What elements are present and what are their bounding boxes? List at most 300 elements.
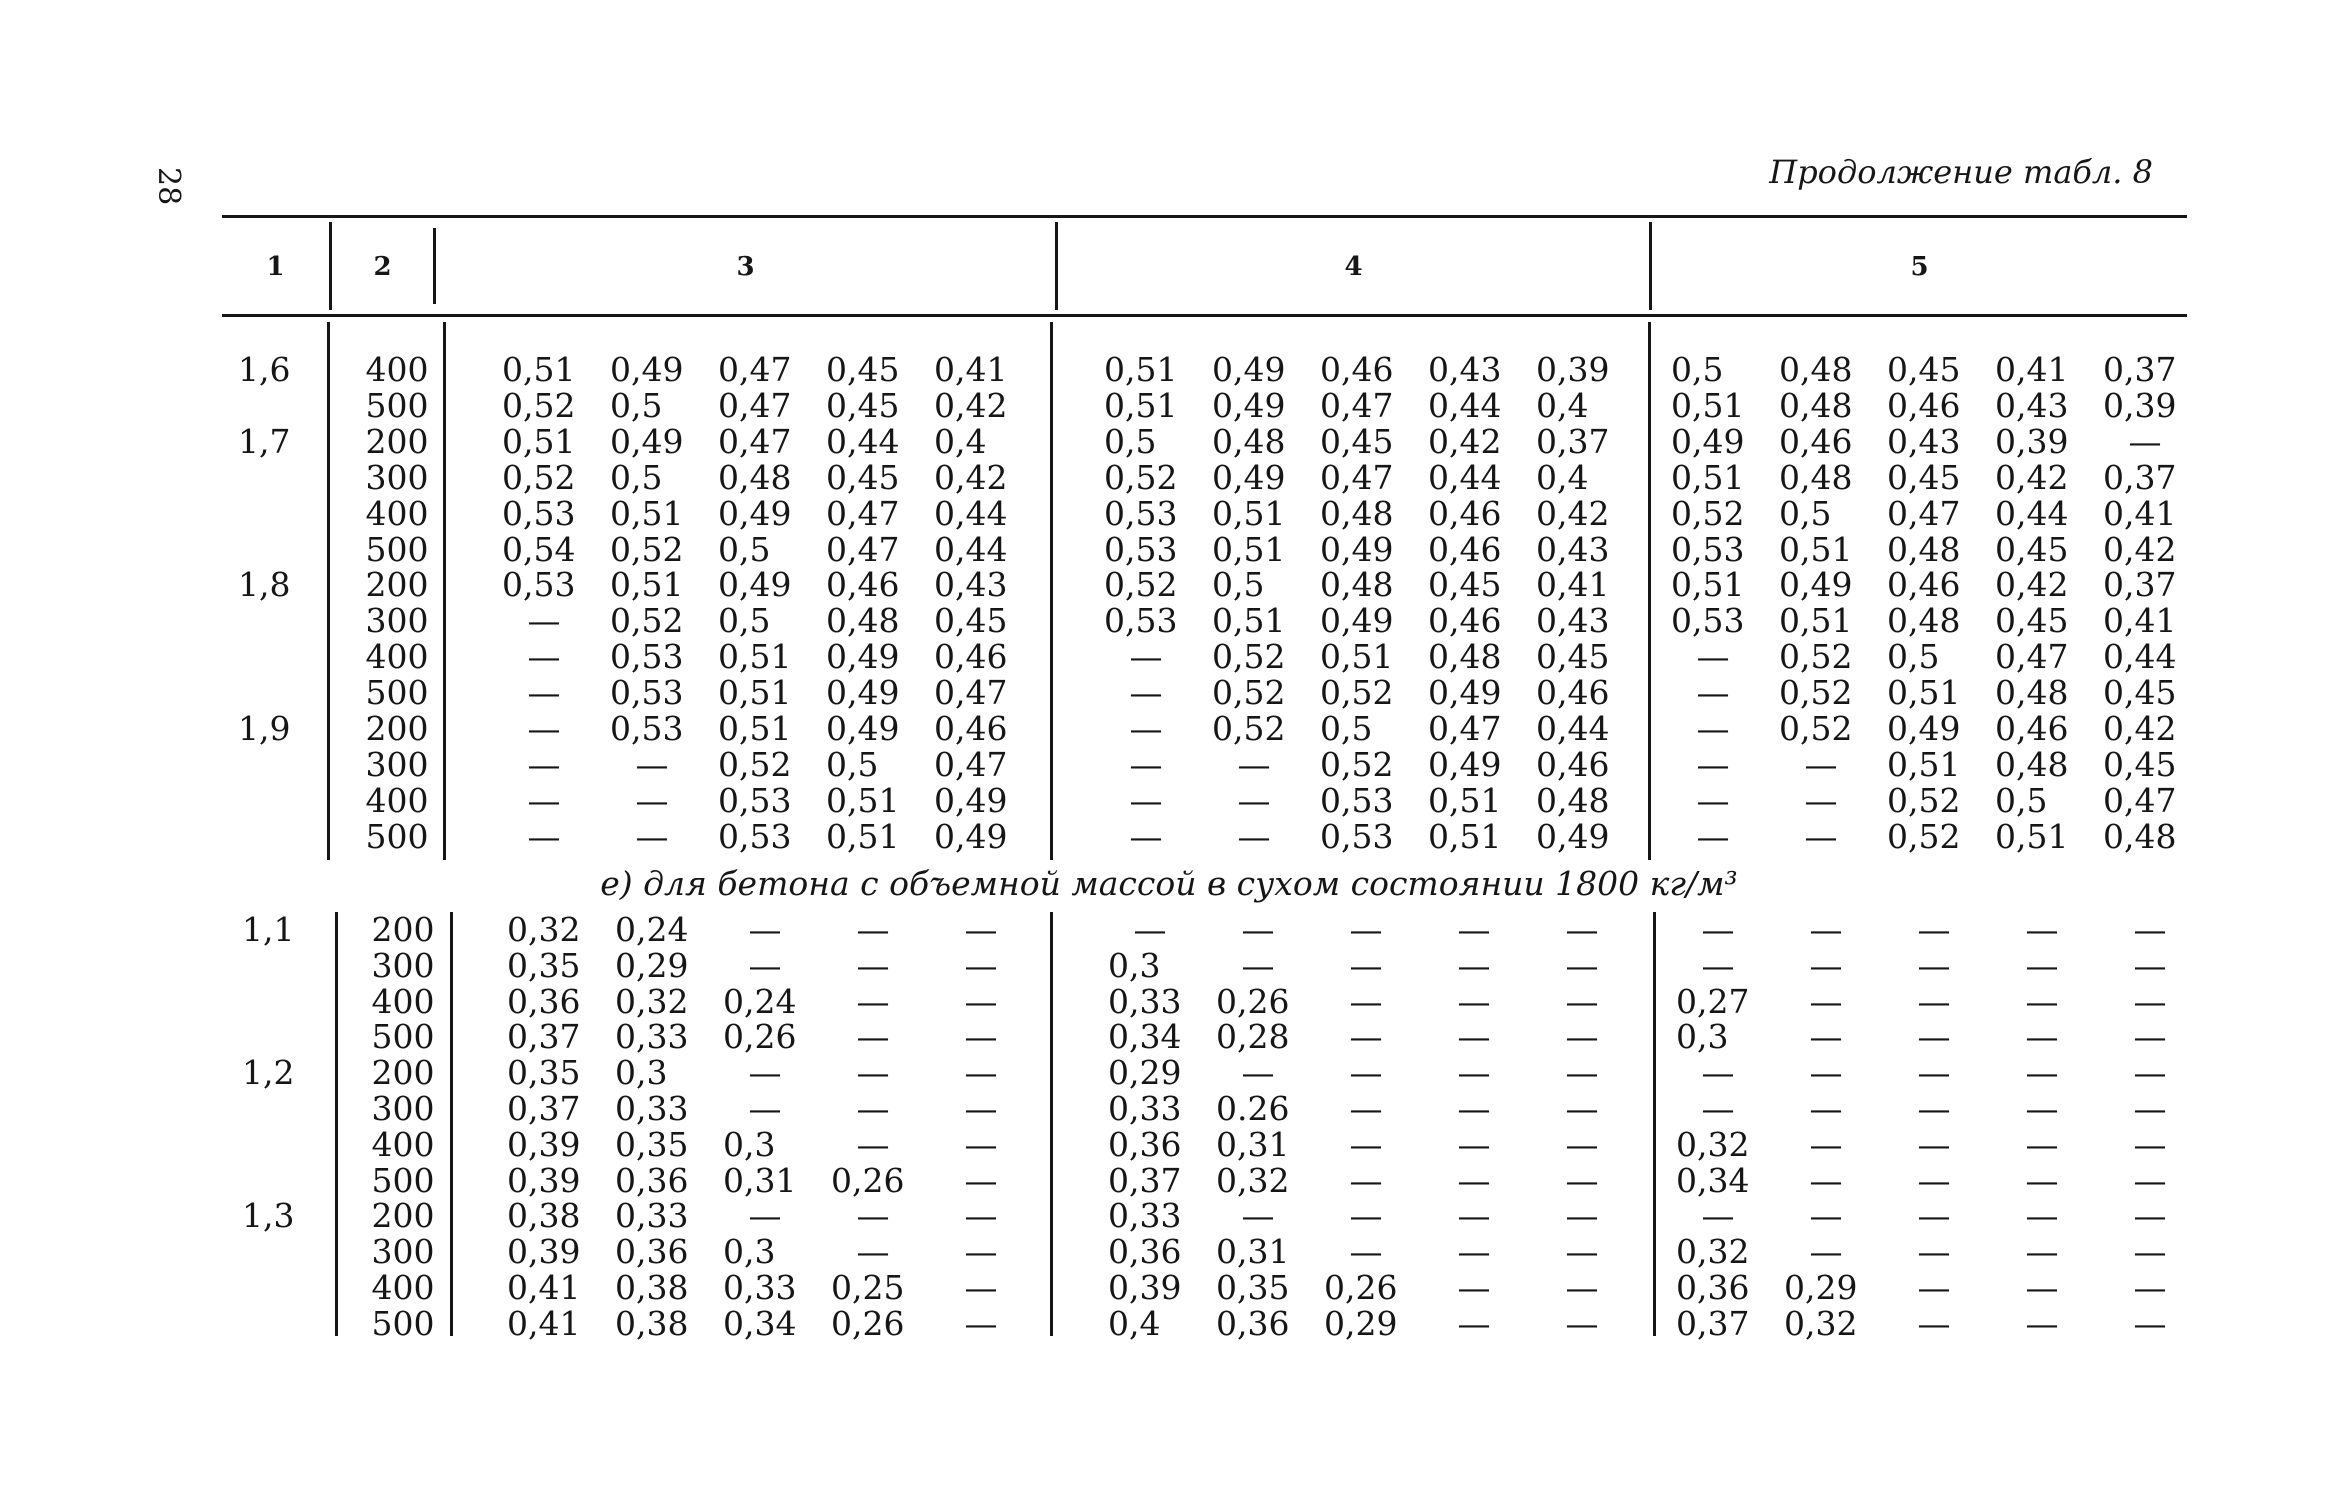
cell-value: 0,39 (507, 1232, 581, 1272)
cell-thickness: 200 (371, 1196, 435, 1236)
cell-value: — (964, 1017, 998, 1057)
cell-value: 0,32 (1676, 1124, 1750, 1164)
cell-value: 0,26 (1324, 1268, 1398, 1307)
cell-value: 0,52 (1779, 709, 1853, 748)
cell-value: — (1565, 1268, 1599, 1307)
cell-value: 0,39 (1536, 350, 1610, 389)
cell-value: — (856, 910, 890, 949)
cell-value: — (856, 1232, 890, 1272)
cell-value: 0,32 (615, 981, 689, 1021)
cell-value: 0,31 (1216, 1124, 1290, 1164)
cell-value: — (1241, 945, 1275, 985)
cell-value: — (1809, 945, 1843, 985)
cell-value: — (1457, 1089, 1491, 1128)
cell-value: — (964, 1124, 998, 1164)
cell-value: — (1809, 1196, 1843, 1236)
table-row (0, 385, 2338, 425)
cell-thickness: 500 (365, 529, 429, 569)
cell-value: 0,43 (1887, 421, 1961, 461)
cell-value: — (2133, 981, 2167, 1021)
cell-value: — (1696, 780, 1730, 820)
cell-value: 0,45 (1320, 421, 1394, 461)
cell-value: 0,49 (1536, 816, 1610, 856)
cell-value: — (856, 1196, 890, 1236)
cell-value: 0,48 (826, 601, 900, 641)
cell-value: — (1129, 637, 1163, 677)
section-subheading: е) для бетона с объемной массой в сухом состоянии 1800 кг/м³ (600, 864, 1738, 903)
cell-k: 1,3 (242, 1196, 295, 1236)
cell-value: — (635, 780, 669, 820)
cell-value: 0,35 (1216, 1268, 1290, 1307)
cell-value: 0,48 (1887, 601, 1961, 641)
cell-value: 0,44 (2103, 637, 2177, 677)
cell-value: 0,51 (502, 350, 576, 389)
cell-value: 0,54 (502, 529, 576, 569)
cell-value: 0,48 (1779, 385, 1853, 425)
cell-value: — (2025, 981, 2059, 1021)
table-row (0, 981, 2338, 1021)
cell-value: 0,39 (1108, 1268, 1182, 1307)
cell-value: 0,52 (1320, 673, 1394, 713)
cell-value: 0,46 (1887, 385, 1961, 425)
cell-value: 0,51 (610, 493, 684, 533)
header-col-5: 5 (1910, 252, 1929, 282)
table-row (0, 1160, 2338, 1200)
cell-value: 0,51 (1104, 350, 1178, 389)
cell-value: 0,49 (610, 350, 684, 389)
cell-value: — (1917, 1232, 1951, 1272)
cell-value: 0,51 (1671, 457, 1745, 497)
cell-value: 0,47 (718, 350, 792, 389)
cell-value: — (1701, 910, 1735, 949)
cell-value: 0,51 (1887, 673, 1961, 713)
cell-value: 0,48 (1887, 529, 1961, 569)
cell-value: 0,45 (826, 350, 900, 389)
cell-value: 0,47 (934, 673, 1008, 713)
cell-value: 0,46 (1320, 350, 1394, 389)
cell-value: 0,53 (610, 673, 684, 713)
cell-value: 0,44 (1536, 709, 1610, 748)
cell-value: 0,46 (1995, 709, 2069, 748)
cell-value: — (2133, 1053, 2167, 1093)
table-row (0, 639, 2338, 675)
cell-value: 0,26 (831, 1160, 905, 1200)
cell-value: — (1241, 910, 1275, 949)
cell-value: 0,51 (1779, 529, 1853, 569)
header-bottom-rule (222, 314, 2187, 317)
cell-value: 0.26 (1216, 1089, 1290, 1128)
cell-value: 0,42 (934, 457, 1008, 497)
cell-value: — (1701, 945, 1735, 985)
cell-value: 0,33 (723, 1268, 797, 1307)
cell-value: 0,42 (2103, 529, 2177, 569)
cell-value: 0,51 (1779, 601, 1853, 641)
cell-value: 0,51 (718, 673, 792, 713)
cell-value: 0,47 (1428, 709, 1502, 748)
cell-value: 0,46 (1536, 673, 1610, 713)
cell-value: 0,51 (1104, 385, 1178, 425)
cell-value: — (1809, 1053, 1843, 1093)
cell-value: 0,46 (1428, 529, 1502, 569)
cell-value: 0,47 (826, 493, 900, 533)
cell-value: 0,35 (615, 1124, 689, 1164)
cell-value: 0,3 (615, 1053, 668, 1093)
cell-value: — (1696, 673, 1730, 713)
cell-value: 0,49 (1320, 601, 1394, 641)
cell-value: — (1457, 1160, 1491, 1200)
table-row (0, 603, 2338, 639)
cell-thickness: 300 (365, 601, 429, 641)
cell-value: — (2025, 1017, 2059, 1057)
cell-value: — (748, 1089, 782, 1128)
cell-thickness: 500 (365, 385, 429, 425)
cell-value: 0,45 (934, 601, 1008, 641)
cell-value: — (1804, 744, 1838, 784)
cell-value: — (1349, 1017, 1383, 1057)
cell-value: — (1349, 1160, 1383, 1200)
cell-value: — (1457, 1053, 1491, 1093)
cell-value: 0,4 (1536, 457, 1589, 497)
table-row (0, 457, 2338, 497)
cell-value: 0,43 (934, 565, 1008, 605)
cell-value: — (1129, 780, 1163, 820)
cell-value: 0,52 (610, 601, 684, 641)
cell-value: 0,53 (502, 493, 576, 533)
cell-value: — (1565, 1196, 1599, 1236)
cell-thickness: 400 (365, 493, 429, 533)
cell-value: 0,37 (1108, 1160, 1182, 1200)
cell-value: — (1129, 816, 1163, 856)
cell-value: 0,36 (615, 1232, 689, 1272)
cell-k: 1,2 (242, 1053, 295, 1093)
cell-value: 0,52 (1212, 709, 1286, 748)
cell-thickness: 400 (365, 350, 429, 389)
cell-value: 0,5 (1671, 350, 1724, 389)
cell-thickness: 500 (371, 1303, 435, 1343)
cell-value: — (2133, 910, 2167, 949)
cell-value: 0,48 (1212, 421, 1286, 461)
cell-value: 0,5 (1887, 637, 1940, 677)
cell-value: — (2025, 1053, 2059, 1093)
cell-value: — (2133, 1160, 2167, 1200)
cell-value: 0,52 (1104, 457, 1178, 497)
cell-value: — (1237, 780, 1271, 820)
cell-value: 0,53 (1671, 529, 1745, 569)
cell-value: 0,47 (934, 744, 1008, 784)
cell-value: — (1129, 709, 1163, 748)
table-row (0, 493, 2338, 533)
cell-value: — (1917, 1017, 1951, 1057)
cell-value: — (964, 1268, 998, 1307)
cell-value: 0,38 (615, 1303, 689, 1343)
table-row (0, 1234, 2338, 1270)
cell-value: 0,24 (615, 910, 689, 949)
cell-value: 0,49 (1212, 385, 1286, 425)
cell-value: 0,33 (1108, 1196, 1182, 1236)
cell-thickness: 500 (365, 673, 429, 713)
cell-value: — (1809, 1232, 1843, 1272)
cell-value: — (1565, 910, 1599, 949)
cell-value: 0,32 (1784, 1303, 1858, 1343)
cell-value: 0,46 (1428, 493, 1502, 533)
cell-value: 0,52 (718, 744, 792, 784)
cell-value: 0,45 (2103, 744, 2177, 784)
cell-thickness: 400 (365, 780, 429, 820)
cell-value: 0,29 (1108, 1053, 1182, 1093)
cell-value: 0,48 (718, 457, 792, 497)
cell-value: — (964, 1053, 998, 1093)
cell-value: 0,31 (1216, 1232, 1290, 1272)
cell-value: — (748, 910, 782, 949)
cell-value: — (748, 1196, 782, 1236)
cell-value: 0,5 (610, 457, 663, 497)
cell-value: 0,34 (1676, 1160, 1750, 1200)
cell-value: 0,31 (723, 1160, 797, 1200)
cell-value: 0,53 (1104, 601, 1178, 641)
cell-value: 0,42 (2103, 709, 2177, 748)
cell-value: 0,45 (1887, 350, 1961, 389)
table-row (0, 711, 2338, 747)
cell-value: 0,43 (1536, 529, 1610, 569)
cell-value: — (2025, 1089, 2059, 1128)
cell-value: — (1565, 1124, 1599, 1164)
cell-value: 0,48 (1995, 744, 2069, 784)
cell-value: 0,51 (1320, 637, 1394, 677)
cell-value: — (2025, 1196, 2059, 1236)
cell-thickness: 200 (365, 709, 429, 748)
cell-value: 0,51 (1428, 816, 1502, 856)
cell-value: 0,33 (615, 1196, 689, 1236)
cell-value: — (2025, 1160, 2059, 1200)
cell-value: — (1129, 673, 1163, 713)
cell-value: — (1696, 816, 1730, 856)
cell-value: 0,47 (718, 385, 792, 425)
cell-value: 0,49 (934, 780, 1008, 820)
cell-value: — (1809, 910, 1843, 949)
cell-value: 0,49 (826, 709, 900, 748)
cell-value: — (1349, 981, 1383, 1021)
cell-value: — (1565, 1089, 1599, 1128)
table-row (0, 421, 2338, 461)
cell-value: — (2133, 1017, 2167, 1057)
cell-value: — (1457, 1303, 1491, 1343)
cell-thickness: 200 (365, 421, 429, 461)
cell-value: — (856, 981, 890, 1021)
cell-thickness: 500 (371, 1017, 435, 1057)
cell-value: — (1804, 816, 1838, 856)
cell-value: 0,37 (507, 1017, 581, 1057)
cell-value: 0,52 (502, 457, 576, 497)
cell-value: 0,52 (1320, 744, 1394, 784)
cell-value: 0,53 (610, 709, 684, 748)
cell-value: — (1457, 1017, 1491, 1057)
table-row (0, 1055, 2338, 1091)
cell-value: — (1696, 637, 1730, 677)
cell-value: 0,49 (1779, 565, 1853, 605)
cell-value: 0,29 (615, 945, 689, 985)
cell-value: 0,29 (1784, 1268, 1858, 1307)
cell-value: — (964, 1232, 998, 1272)
cell-value: — (964, 910, 998, 949)
cell-value: 0,37 (1676, 1303, 1750, 1343)
cell-thickness: 500 (365, 816, 429, 856)
cell-value: 0,52 (1671, 493, 1745, 533)
cell-value: 0,47 (1887, 493, 1961, 533)
cell-value: 0,47 (1320, 457, 1394, 497)
cell-value: — (2133, 1089, 2167, 1128)
cell-value: 0,36 (1676, 1268, 1750, 1307)
cell-value: — (1565, 1160, 1599, 1200)
cell-value: 0,39 (507, 1160, 581, 1200)
cell-value: 0,51 (610, 565, 684, 605)
cell-value: — (856, 1124, 890, 1164)
cell-value: 0,43 (1995, 385, 2069, 425)
cell-value: — (2133, 1232, 2167, 1272)
cell-value: 0,48 (1779, 350, 1853, 389)
cell-value: 0,51 (1995, 816, 2069, 856)
cell-value: 0,36 (1108, 1124, 1182, 1164)
cell-value: 0,48 (1995, 673, 2069, 713)
cell-value: — (2025, 1124, 2059, 1164)
cell-value: — (1457, 945, 1491, 985)
cell-value: — (527, 744, 561, 784)
cell-value: 0,53 (1104, 529, 1178, 569)
cell-value: 0,43 (1428, 350, 1502, 389)
cell-thickness: 200 (365, 565, 429, 605)
table-row (0, 816, 2338, 856)
cell-value: — (1349, 1196, 1383, 1236)
cell-value: 0,46 (826, 565, 900, 605)
cell-value: 0,51 (1887, 744, 1961, 784)
table-row (0, 1198, 2338, 1234)
cell-value: 0,49 (1428, 744, 1502, 784)
cell-value: 0,5 (1320, 709, 1373, 748)
cell-value: 0,41 (507, 1303, 581, 1343)
cell-value: 0,51 (1212, 493, 1286, 533)
cell-value: — (1457, 981, 1491, 1021)
cell-value: — (1917, 945, 1951, 985)
cell-value: 0,49 (934, 816, 1008, 856)
cell-value: 0,45 (1995, 529, 2069, 569)
cell-value: — (2133, 1196, 2167, 1236)
cell-value: 0,49 (718, 565, 792, 605)
cell-value: — (1457, 1124, 1491, 1164)
cell-value: 0,41 (507, 1268, 581, 1307)
cell-value: 0,4 (1108, 1303, 1161, 1343)
cell-value: 0,36 (615, 1160, 689, 1200)
cell-value: 0,5 (1212, 565, 1265, 605)
cell-value: — (2133, 1303, 2167, 1343)
cell-value: — (527, 780, 561, 820)
cell-value: — (1917, 1053, 1951, 1093)
cell-value: 0,32 (1216, 1160, 1290, 1200)
cell-value: 0,51 (718, 709, 792, 748)
cell-value: 0,26 (831, 1303, 905, 1343)
cell-value: 0,48 (2103, 816, 2177, 856)
cell-thickness: 400 (371, 1268, 435, 1307)
cell-value: 0,33 (615, 1089, 689, 1128)
cell-value: 0,51 (718, 637, 792, 677)
cell-value: 0,49 (1212, 350, 1286, 389)
cell-value: 0,33 (1108, 1089, 1182, 1128)
cell-value: — (748, 945, 782, 985)
cell-thickness: 400 (371, 981, 435, 1021)
cell-value: — (527, 816, 561, 856)
table-row (0, 1270, 2338, 1306)
cell-value: 0,3 (1108, 945, 1161, 985)
header-col-1: 1 (266, 252, 285, 282)
cell-value: — (964, 1196, 998, 1236)
table-row (0, 912, 2338, 948)
cell-value: — (1809, 981, 1843, 1021)
cell-value: — (1349, 1232, 1383, 1272)
cell-thickness: 200 (371, 1053, 435, 1093)
cell-value: 0,49 (610, 421, 684, 461)
cell-value: — (527, 637, 561, 677)
cell-value: — (1241, 1053, 1275, 1093)
cell-value: — (964, 1160, 998, 1200)
cell-value: 0,4 (934, 421, 987, 461)
table-row (0, 780, 2338, 820)
cell-value: — (2025, 1268, 2059, 1307)
cell-value: — (856, 1089, 890, 1128)
cell-value: 0,34 (1108, 1017, 1182, 1057)
table-top-rule (222, 215, 2187, 218)
cell-k: 1,6 (238, 350, 291, 389)
cell-value: 0,52 (1212, 673, 1286, 713)
cell-thickness: 500 (371, 1160, 435, 1200)
cell-value: 0,37 (1536, 421, 1610, 461)
cell-value: 0,42 (1536, 493, 1610, 533)
cell-value: 0,28 (1216, 1017, 1290, 1057)
cell-value: 0,51 (1212, 601, 1286, 641)
cell-value: 0,41 (1536, 565, 1610, 605)
cell-value: 0,46 (1887, 565, 1961, 605)
cell-value: — (527, 673, 561, 713)
cell-value: — (527, 601, 561, 641)
cell-value: — (964, 1089, 998, 1128)
cell-value: — (1565, 981, 1599, 1021)
cell-value: 0,41 (2103, 601, 2177, 641)
cell-value: 0,45 (826, 457, 900, 497)
cell-value: 0,48 (1536, 780, 1610, 820)
cell-value: — (1565, 1017, 1599, 1057)
cell-value: — (1349, 1089, 1383, 1128)
header-col-4: 4 (1344, 252, 1363, 282)
cell-value: 0,52 (1779, 637, 1853, 677)
cell-value: 0,44 (1428, 385, 1502, 425)
cell-value: 0,24 (723, 981, 797, 1021)
cell-value: — (1696, 744, 1730, 784)
cell-value: 0,53 (1320, 816, 1394, 856)
cell-value: 0,48 (1320, 565, 1394, 605)
cell-value: — (1696, 709, 1730, 748)
cell-value: 0,39 (507, 1124, 581, 1164)
cell-value: — (1457, 910, 1491, 949)
table-row (0, 1124, 2338, 1164)
cell-value: — (1809, 1017, 1843, 1057)
cell-value: — (856, 945, 890, 985)
cell-value: — (527, 709, 561, 748)
cell-value: 0,25 (831, 1268, 905, 1307)
cell-value: 0,5 (1104, 421, 1157, 461)
cell-value: 0,3 (1676, 1017, 1729, 1057)
cell-value: 0,37 (2103, 457, 2177, 497)
cell-value: — (1457, 1232, 1491, 1272)
table-row (0, 567, 2338, 603)
cell-thickness: 200 (371, 910, 435, 949)
table-row (0, 1091, 2338, 1127)
